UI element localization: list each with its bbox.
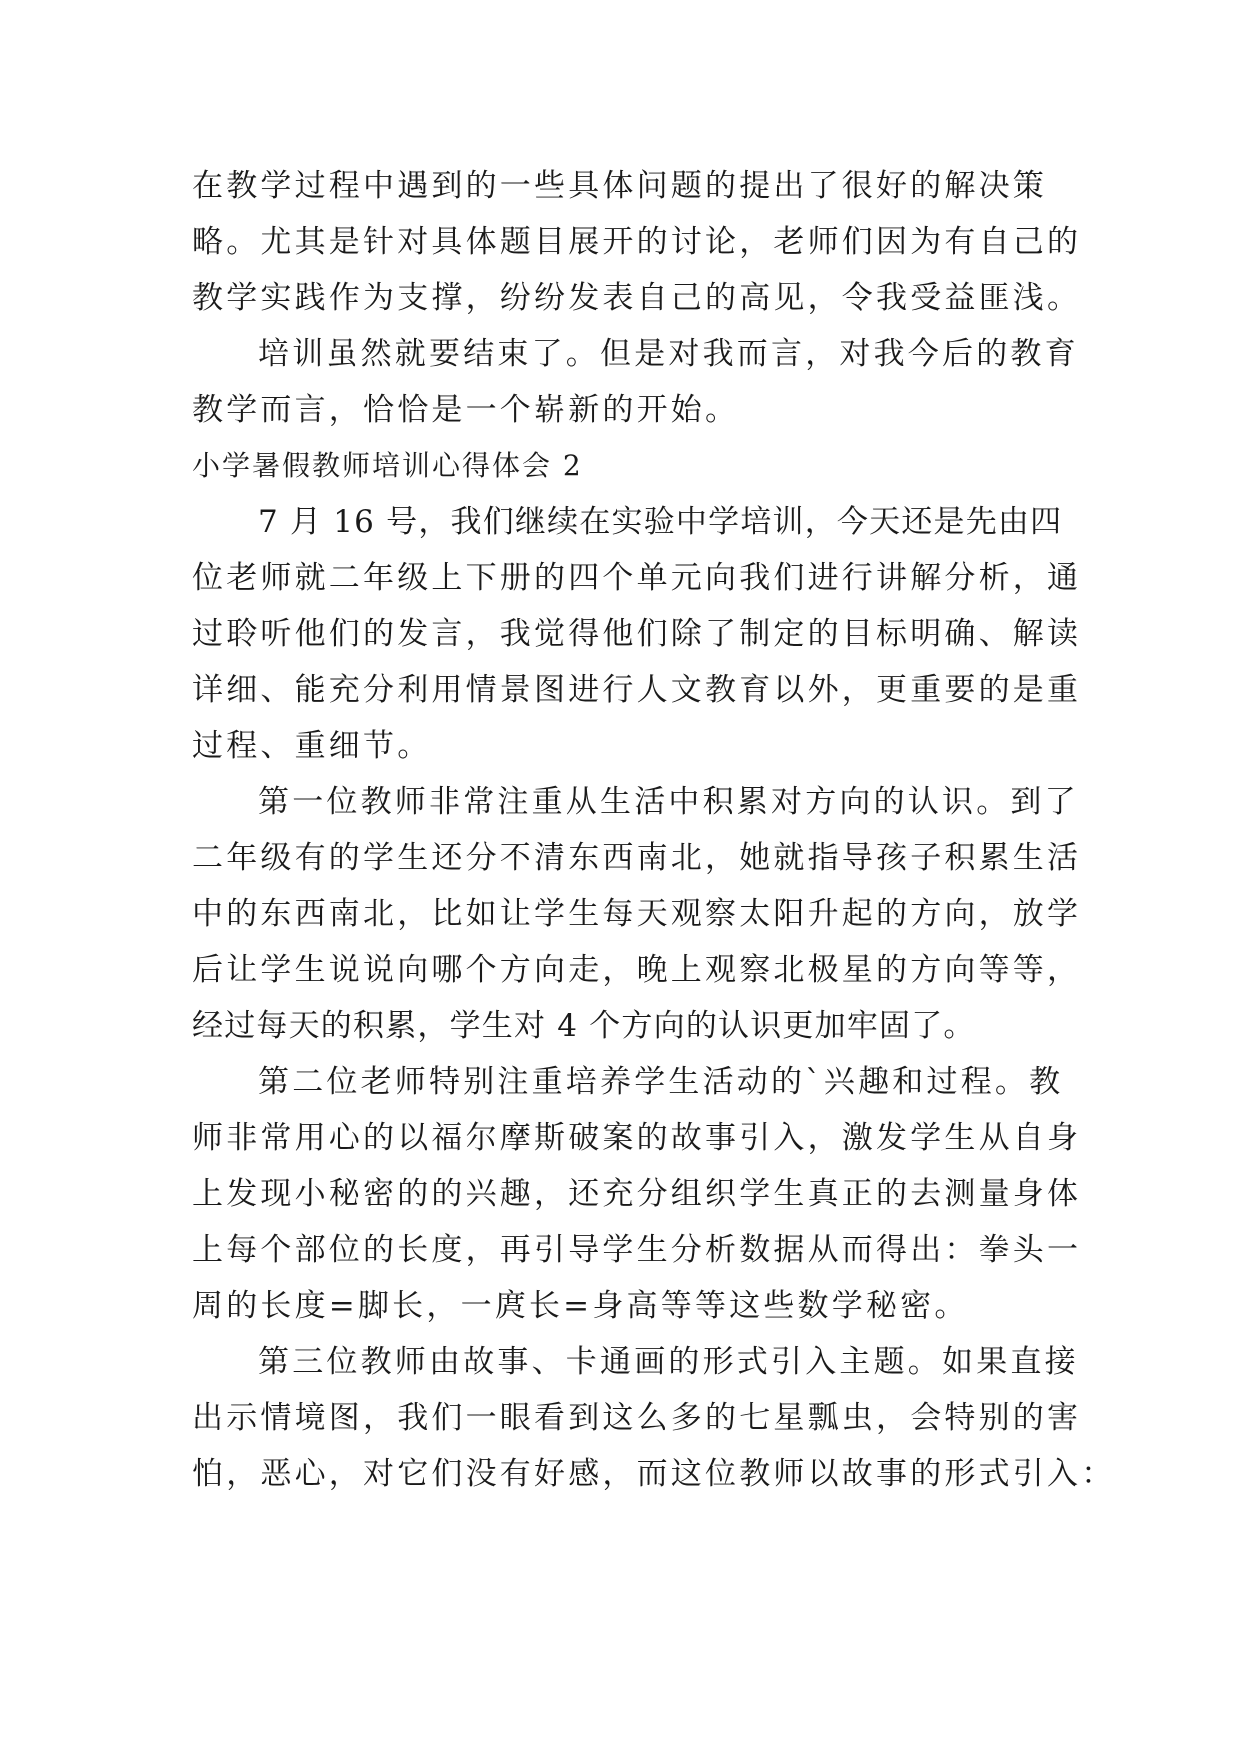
text-line: 出示情境图，我们一眼看到这么多的七星瓢虫，会特别的害 [192, 1400, 1082, 1436]
text-line: 详细、能充分利用情景图进行人文教育以外，更重要的是重 [192, 672, 1082, 708]
paragraph-first-line: 培训虽然就要结束了。但是对我而言，对我今后的教育 [258, 336, 1079, 372]
section-heading: 小学暑假教师培训心得体会 2 [192, 449, 583, 482]
text-line: 过程、重细节。 [192, 728, 432, 764]
text-line: 中的东西南北，比如让学生每天观察太阳升起的方向，放学 [192, 896, 1082, 932]
text-line: 教学而言，恰恰是一个崭新的开始。 [192, 392, 740, 428]
text-line: 位老师就二年级上下册的四个单元向我们进行讲解分析，通 [192, 560, 1082, 596]
document-body [192, 158, 1116, 1502]
text-line: 二年级有的学生还分不清东西南北，她就指导孩子积累生活 [192, 840, 1082, 876]
text-line: 周的长度=脚长，一庹长=身高等等这些数学秘密。 [192, 1288, 969, 1324]
text-line: 在教学过程中遇到的一些具体问题的提出了很好的解决策 [192, 168, 1047, 204]
text-line: 略。尤其是针对具体题目展开的讨论，老师们因为有自己的 [192, 224, 1082, 260]
text-line: 上发现小秘密的的兴趣，还充分组织学生真正的去测量身体 [192, 1176, 1082, 1212]
paragraph-first-line: 第一位教师非常注重从生活中积累对方向的认识。到了 [258, 784, 1079, 820]
text-line: 怕，恶心，对它们没有好感，而这位教师以故事的形式引入： [192, 1456, 1116, 1492]
text-line: 上每个部位的长度，再引导学生分析数据从而得出：拳头一 [192, 1232, 1082, 1268]
text-line: 教学实践作为支撑，纷纷发表自己的高见，令我受益匪浅。 [192, 280, 1082, 316]
text-line: 过聆听他们的发言，我觉得他们除了制定的目标明确、解读 [192, 616, 1082, 652]
paragraph-first-line: 第三位教师由故事、卡通画的形式引入主题。如果直接 [258, 1344, 1079, 1380]
paragraph-first-line: 7 月 16 号，我们继续在实验中学培训，今天还是先由四 [258, 504, 1063, 540]
text-line: 经过每天的积累，学生对 4 个方向的认识更加牢固了。 [192, 1008, 976, 1044]
text-line: 后让学生说说向哪个方向走，晚上观察北极星的方向等等， [192, 952, 1082, 988]
text-line: 师非常用心的以福尔摩斯破案的故事引入，激发学生从自身 [192, 1120, 1082, 1156]
paragraph-first-line: 第二位老师特别注重培养学生活动的`兴趣和过程。教 [258, 1064, 1064, 1100]
